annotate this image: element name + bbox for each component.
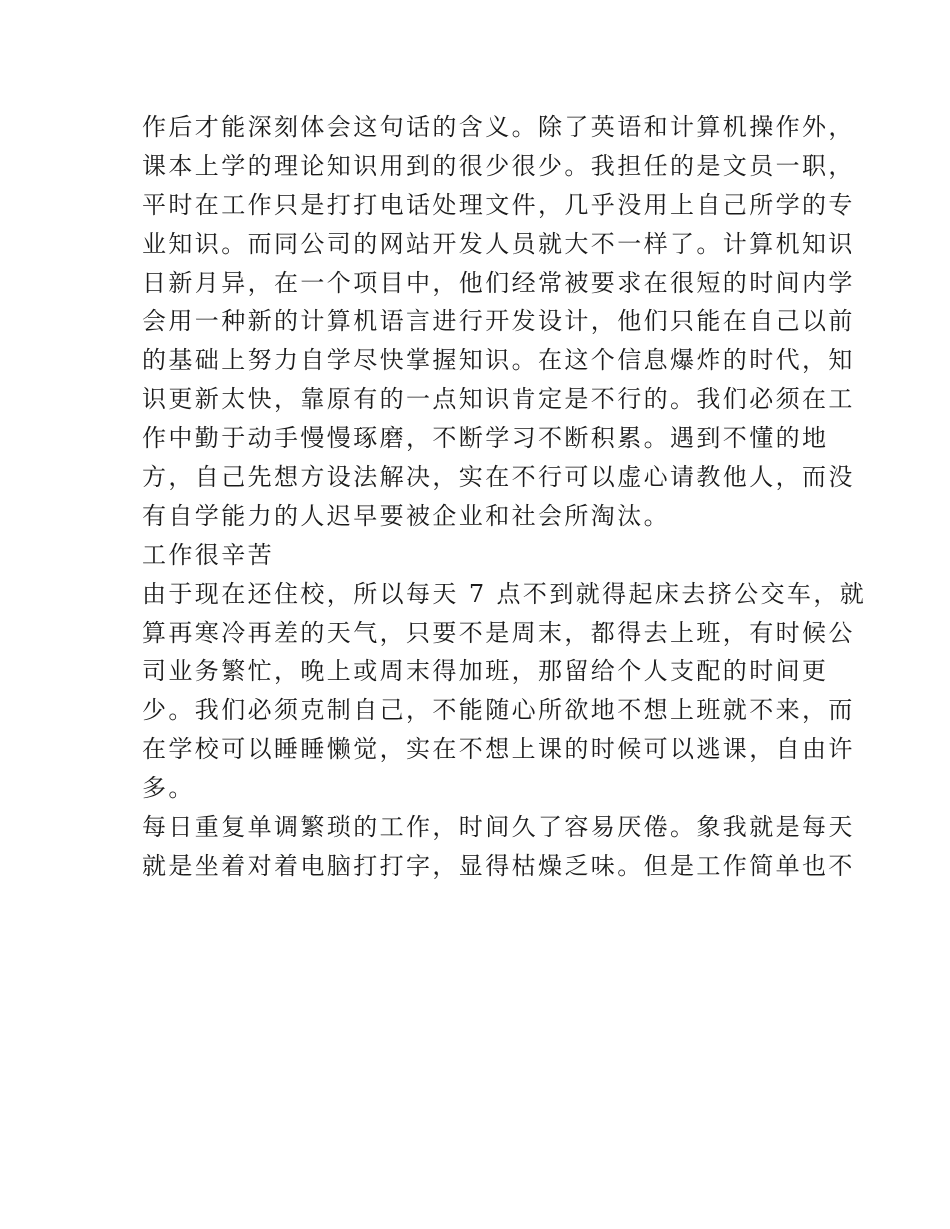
paragraph-line: 就是坐着对着电脑打打字，显得枯燥乏味。但是工作简单也不 (142, 851, 855, 880)
paragraph-line: 多。 (142, 774, 195, 803)
section-heading: 工作很辛苦 (142, 540, 274, 569)
paragraph-line: 少。我们必须克制自己，不能随心所欲地不想上班就不来，而 (142, 696, 855, 725)
paragraph-line: 作后才能深刻体会这句话的含义。除了英语和计算机操作外， (142, 113, 855, 141)
paragraph-line: 由于现在还住校，所以每天 7 点不到就得起床去挤公交车，就 (142, 579, 867, 608)
paragraph-line: 方，自己先想方设法解决，实在不行可以虚心请教他人，而没 (142, 463, 855, 492)
document-body (142, 108, 867, 886)
paragraph-line: 日新月异，在一个项目中，他们经常被要求在很短的时间内学 (142, 268, 855, 297)
paragraph-line: 识更新太快，靠原有的一点知识肯定是不行的。我们必须在工 (142, 385, 855, 414)
paragraph-line: 司业务繁忙，晚上或周末得加班，那留给个人支配的时间更 (142, 657, 829, 686)
paragraph-line: 算再寒冷再差的天气，只要不是周末，都得去上班，有时候公 (142, 618, 855, 647)
paragraph-line: 平时在工作只是打打电话处理文件，几乎没用上自己所学的专 (142, 190, 855, 219)
paragraph-line: 业知识。而同公司的网站开发人员就大不一样了。计算机知识 (142, 229, 855, 258)
paragraph-line: 的基础上努力自学尽快掌握知识。在这个信息爆炸的时代，知 (142, 346, 855, 375)
paragraph-line: 在学校可以睡睡懒觉，实在不想上课的时候可以逃课，自由许 (142, 735, 855, 764)
paragraph-line: 会用一种新的计算机语言进行开发设计，他们只能在自己以前 (142, 307, 855, 336)
paragraph-line: 有自学能力的人迟早要被企业和社会所淘汰。 (142, 501, 670, 530)
paragraph-line: 作中勤于动手慢慢琢磨，不断学习不断积累。遇到不懂的地 (142, 424, 829, 453)
paragraph-line: 每日重复单调繁琐的工作，时间久了容易厌倦。象我就是每天 (142, 813, 855, 842)
paragraph-line: 课本上学的理论知识用到的很少很少。我担任的是文员一职， (142, 151, 855, 180)
